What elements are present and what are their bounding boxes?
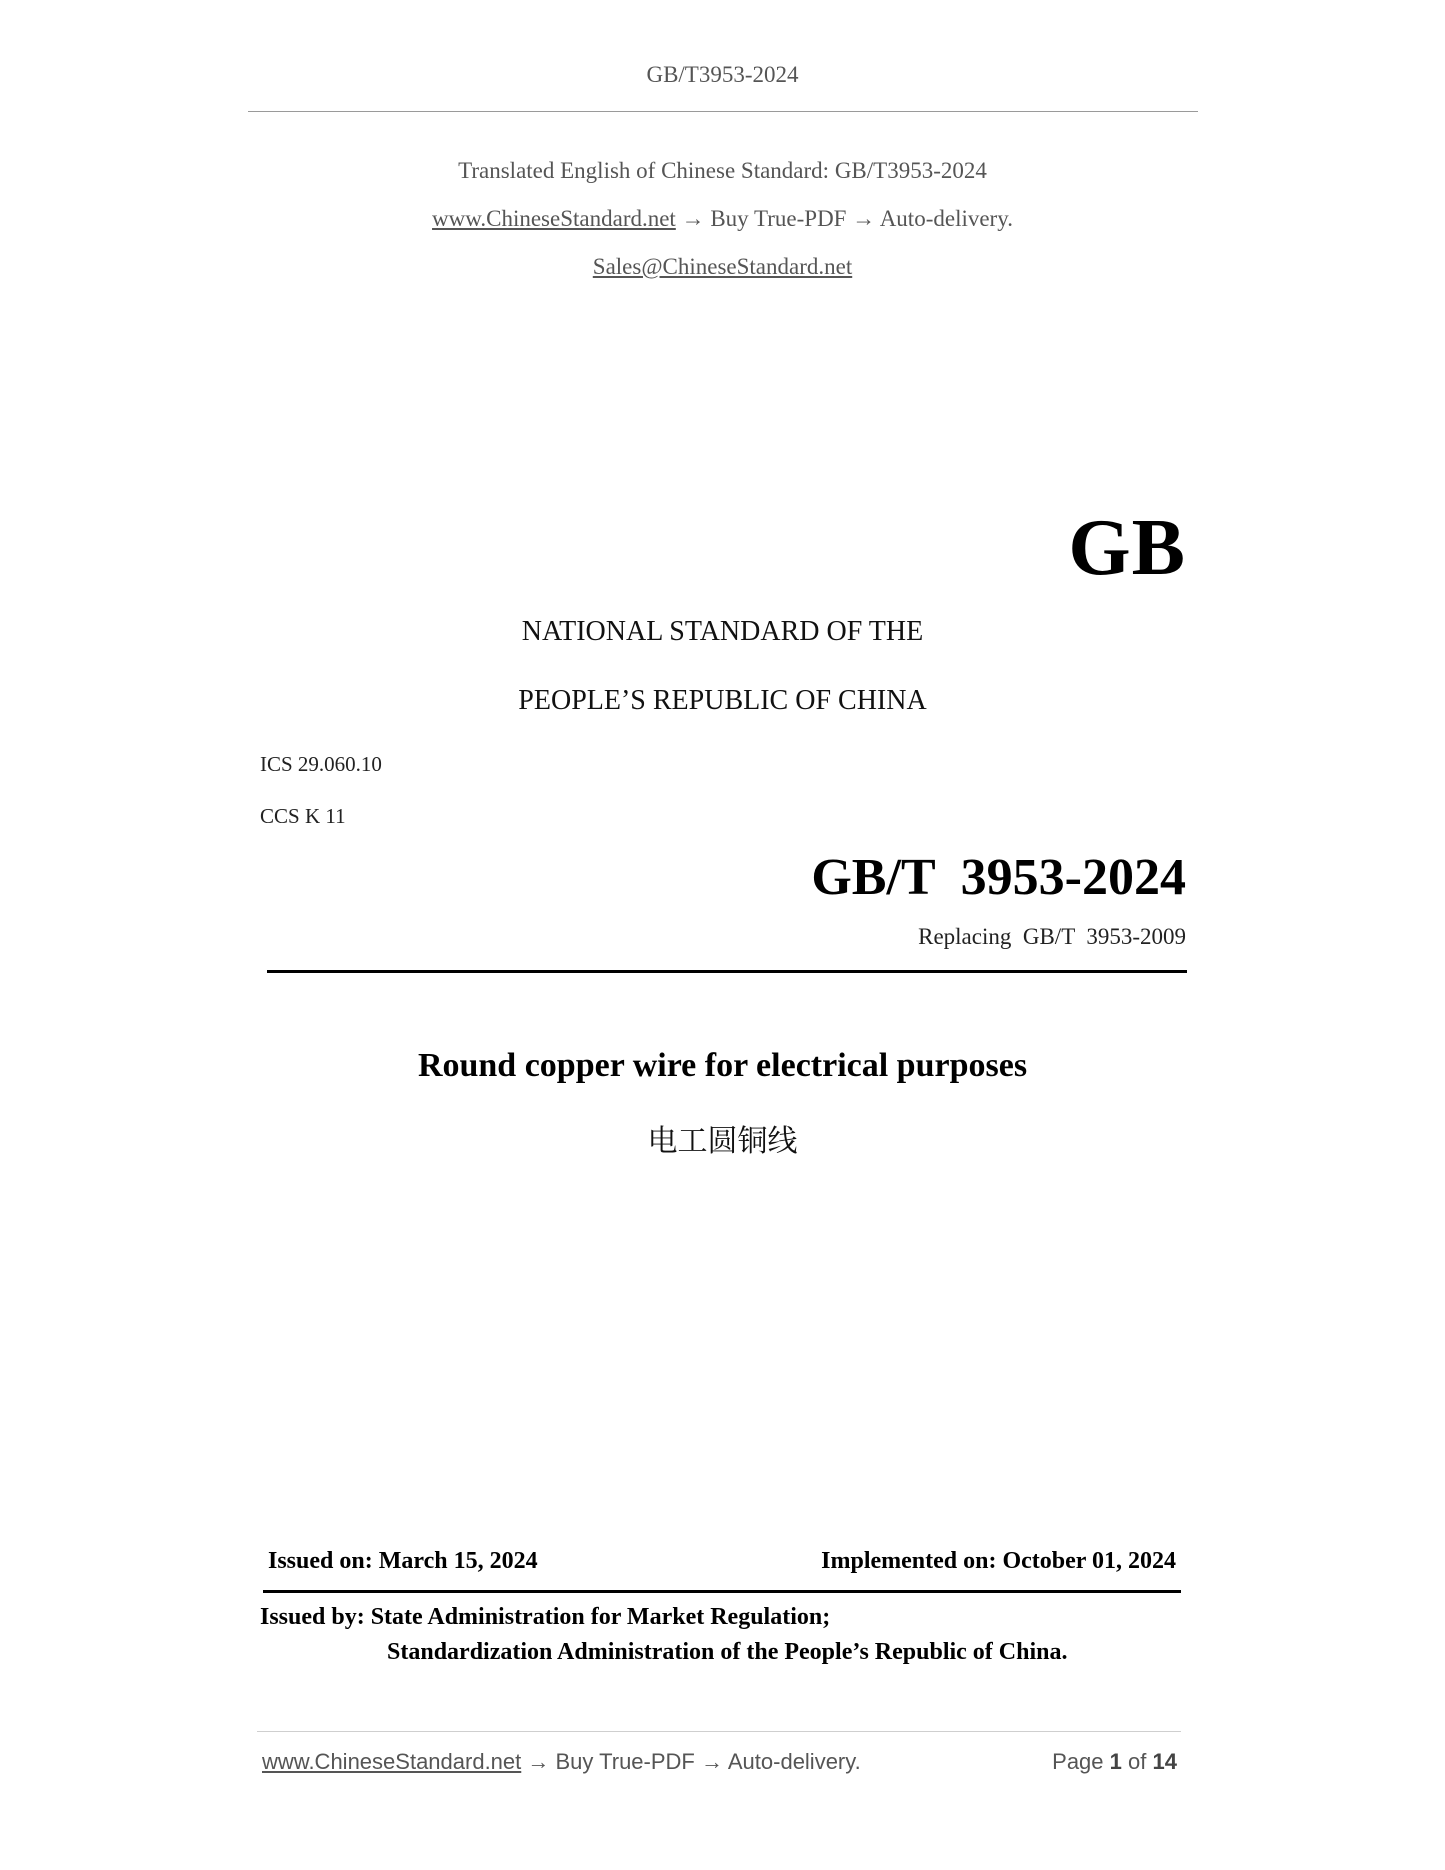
document-title-english: Round copper wire for electrical purposes (417, 1047, 1028, 1084)
standard-number: GB/T 3953-2024 (811, 849, 1186, 906)
issued-on-date: Issued on: March 15, 2024 (268, 1548, 538, 1574)
page-current: 1 (1109, 1749, 1122, 1774)
promo-text: → Buy True-PDF → Auto-delivery. (675, 206, 1013, 231)
footer-divider (257, 1731, 1181, 1732)
website-link[interactable]: www.ChineseStandard.net (432, 206, 676, 231)
issued-by-line1: Issued by: State Administration for Market Regulation; (260, 1604, 831, 1630)
page-label: Page (1052, 1749, 1104, 1774)
sales-email-link[interactable]: Sales@ChineseStandard.net (592, 254, 853, 279)
page-of-label: of (1128, 1749, 1147, 1774)
title-divider (267, 970, 1187, 973)
footer-website-link[interactable]: www.ChineseStandard.net (262, 1749, 522, 1774)
page-indicator (1052, 1749, 1177, 1775)
replacing-note: Replacing GB/T 3953-2009 (918, 924, 1186, 949)
footer-promo (262, 1749, 861, 1775)
ics-code: ICS 29.060.10 (260, 752, 382, 776)
header-divider (248, 111, 1198, 112)
dates-divider (263, 1590, 1181, 1593)
national-standard-line2: PEOPLE’S REPUBLIC OF CHINA (518, 685, 927, 716)
email-line (0, 254, 1445, 280)
footer-promo-text: → Buy True-PDF → Auto-delivery. (521, 1749, 861, 1774)
gb-logo-mark: GB (1068, 504, 1186, 592)
document-title-chinese: 电工圆铜线 (647, 1124, 798, 1159)
issued-by-line2: Standardization Administration of the People’s Republic of China. (387, 1639, 1068, 1665)
promo-line (0, 206, 1445, 232)
national-standard-line1: NATIONAL STANDARD OF THE (521, 616, 924, 647)
implemented-on-date: Implemented on: October 01, 2024 (821, 1548, 1176, 1574)
running-header: GB/T3953-2024 (646, 62, 799, 87)
ccs-code: CCS K 11 (260, 804, 346, 828)
translation-notice: Translated English of Chinese Standard: GB/T3953-2024 (458, 158, 987, 183)
page-total: 14 (1152, 1749, 1177, 1774)
